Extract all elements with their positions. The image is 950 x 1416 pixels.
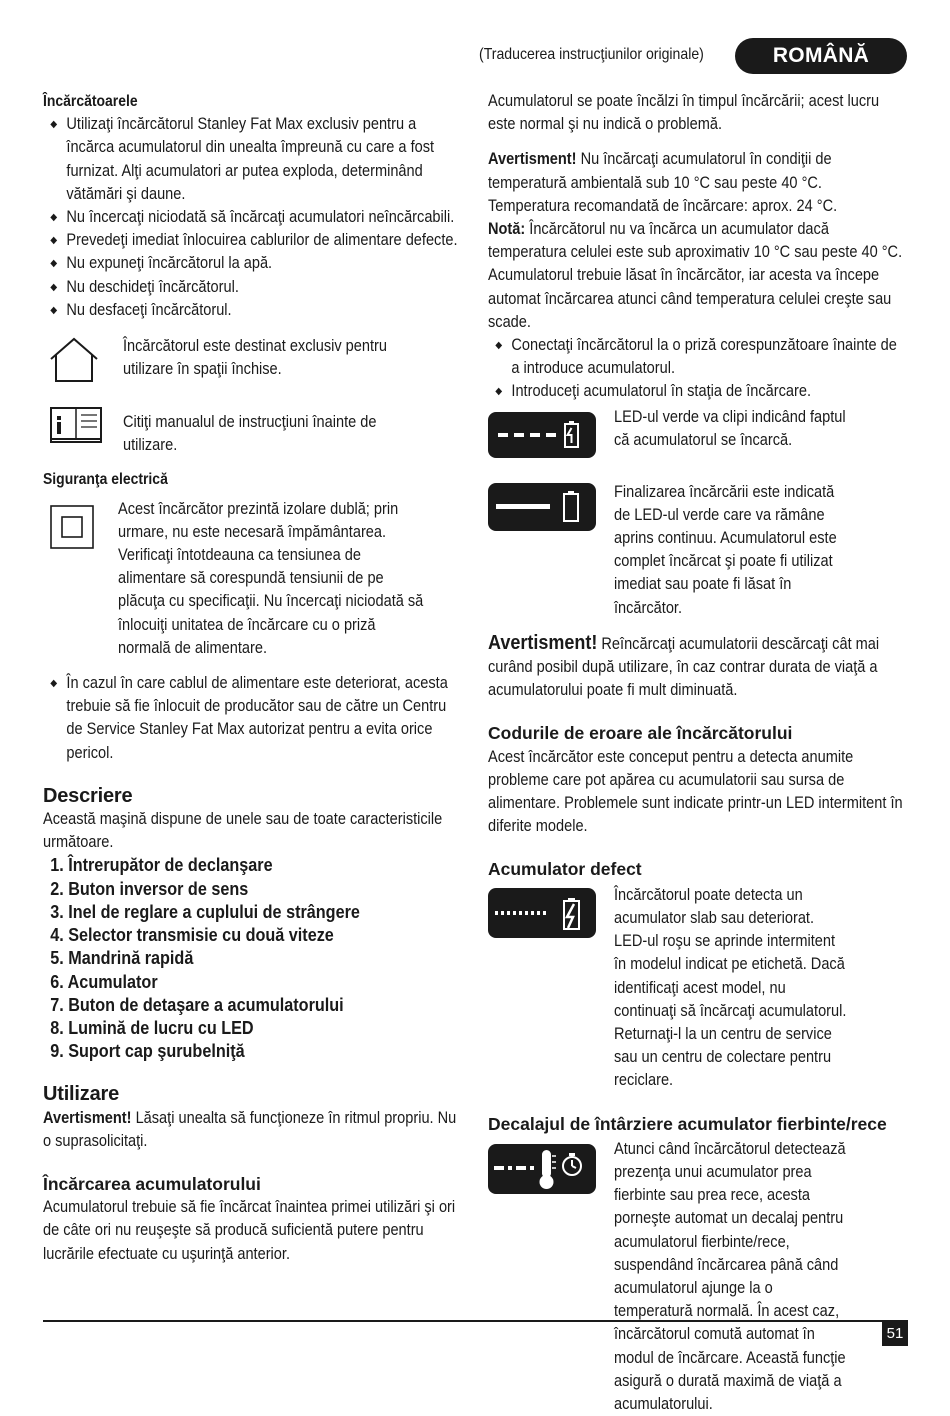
- warning-label: Avertisment!: [43, 1108, 132, 1127]
- double-insulation-row: [43, 498, 463, 660]
- features-list: [43, 854, 463, 1063]
- led-charged-text: Finalizarea încărcării este indicată de LED-ul verde care va rămâne aprins continuu. Acumulatorul este complet încărcat şi poate fi utilizat imediat sau poate fi lăsat în încărcător.: [614, 482, 837, 617]
- led-defect-indicator: [488, 888, 596, 938]
- list-item: 9. Suport cap şurubelniţă: [50, 1041, 245, 1062]
- battery-full-icon: [488, 483, 596, 531]
- list-item: 1. Întrerupător de declanşare: [50, 855, 273, 876]
- hot-cold-delay-row: [488, 1138, 906, 1416]
- temperature-warning: [488, 148, 906, 218]
- hot-cold-delay-heading: Decalajul de întârziere acumulator fierbinte/rece: [488, 1113, 887, 1134]
- list-item: ◆ Nu desfaceţi încărcătorul.: [43, 299, 463, 322]
- hot-cold-delay-text: Atunci când încărcătorul detectează prezenţa unui acumulator prea fierbinte sau prea rece, acesta porneşte automat un decalaj pentru acumulatorul fierbinte/rece, suspendând încărcarea până când acumulatorul ajunge la o temperatură normală. În acest caz, încărcătorul comută automat în modul de încărcare. Această funcţie asigură o durată maximă de viaţă a acumulatorului.: [614, 1139, 846, 1413]
- read-manual-icon: [43, 405, 123, 445]
- list-item: 3. Inel de reglare a cuplului de strângere: [50, 901, 360, 922]
- list-item: ◆ În cazul în care cablul de alimentare este deteriorat, acesta trebuie să fie înlocuit de producător sau de către un Centru de Service Stanley Fat Max autorizat pentru a evita orice pericol.: [43, 672, 463, 765]
- chargers-list: [43, 113, 463, 322]
- list-item: 7. Buton de detaşare a acumulatorului: [50, 994, 344, 1015]
- use-warning: [43, 1107, 463, 1153]
- house-icon: [43, 335, 123, 385]
- header-subtitle: (Traducerea instrucţiunilor originale): [479, 46, 704, 63]
- list-item: ◆ Utilizaţi încărcătorul Stanley Fat Max exclusiv pentru a încărca acumulatorul din unealta împreună cu care a fost furnizat. Alţi acumulatori ar putea exploda, determinând vătămări şi daune.: [43, 113, 463, 206]
- error-codes-text: Acest încărcător este conceput pentru a detecta anumite probleme care pot apărea cu acumulatorii sau sursa de alimentare. Problemele sunt indicate printr-un LED intermitent în diferite modele.: [488, 747, 903, 836]
- list-item: ◆ Conectaţi încărcătorul la o priză corespunzătoare înainte de a introduce acumulatorul.: [488, 334, 906, 380]
- charging-heading: Încărcarea acumulatorului: [43, 1173, 261, 1194]
- led-charging-text: LED-ul verde va clipi indicând faptul că acumulatorul se încarcă.: [614, 407, 846, 449]
- list-item: 5. Mandrină rapidă: [50, 948, 194, 969]
- list-item: 6. Acumulator: [50, 971, 158, 992]
- heat-text: Acumulatorul se poate încălzi în timpul încărcării; acest lucru este normal şi nu indică o problemă.: [488, 92, 880, 134]
- list-item: ◆ Nu deschideţi încărcătorul.: [43, 276, 463, 299]
- indoor-use-text: Încărcătorul este destinat exclusiv pentru utilizare în spaţii închise.: [123, 337, 387, 379]
- double-insulation-icon: [43, 498, 118, 558]
- left-column: [43, 90, 463, 1266]
- list-item: ◆ Introduceţi acumulatorul în staţia de încărcare.: [488, 380, 906, 403]
- note-text: Încărcătorul nu va încărca un acumulator dacă temperatura celulei este sub aproximativ 10 °C sau peste 40 °C. Acumulatorul trebuie lăsat în încărcător, iar acesta va începe automat încărcarea atunci când temperatura celulei creşte sau scade.: [488, 220, 903, 331]
- defective-battery-heading: Acumulator defect: [488, 859, 642, 880]
- description-heading: Descriere: [43, 784, 133, 807]
- footer-divider: [43, 1320, 908, 1322]
- indoor-use-row: [43, 335, 463, 385]
- chargers-heading: Încărcătoarele: [43, 93, 138, 110]
- led-charging-row: [488, 406, 906, 458]
- list-item: ◆ Nu încercaţi niciodată să încărcaţi acumulatori neîncărcabili.: [43, 206, 463, 229]
- list-item: 4. Selector transmisie cu două viteze: [50, 925, 334, 946]
- steps-list: [488, 334, 906, 404]
- electrical-safety-text: Acest încărcător prezintă izolare dublă; prin urmare, nu este necesară împământarea. Verificaţi întotdeauna ca tensiunea de alimentare să corespundă tensiunii de pe plăcuţa cu specificaţii. Nu încercaţi niciodată să înlocuiţi unitatea de încărcare cu o priză normală de alimentare.: [118, 499, 424, 657]
- note-label: Notă:: [488, 220, 526, 239]
- language-badge: ROMÂNĂ: [735, 38, 907, 74]
- use-heading: Utilizare: [43, 1083, 120, 1106]
- thermometer-timer-icon: [488, 1144, 596, 1194]
- manual-text: Citiţi manualul de instrucţiuni înainte de utilizare.: [123, 413, 377, 455]
- list-item: ◆ Prevedeţi imediat înlocuirea cablurilor de alimentare defecte.: [43, 229, 463, 252]
- warning-label: Avertisment!: [488, 631, 598, 654]
- warning-text: Nu încărcaţi acumulatorul în condiţii de temperatură ambientală sub 10 °C sau peste 40 °C. Temperatura recomandată de încărcare: aprox. 24 °C.: [488, 150, 838, 215]
- electrical-safety-heading: Siguranţa electrică: [43, 471, 168, 489]
- battery-charging-icon: [488, 412, 596, 458]
- warning-label: Avertisment!: [488, 150, 577, 169]
- error-codes-heading: Codurile de eroare ale încărcătorului: [488, 723, 793, 744]
- warning-text: Lăsaţi unealta să funcţioneze în ritmul propriu. Nu o suprasolicitaţi.: [43, 1108, 457, 1150]
- note: [488, 218, 906, 334]
- list-item: 8. Lumină de lucru cu LED: [50, 1017, 254, 1038]
- page-number: 51: [882, 1322, 908, 1346]
- led-charged-row: [488, 483, 906, 620]
- recharge-warning: [488, 632, 906, 703]
- manual-row: [43, 405, 463, 457]
- charging-text: Acumulatorul trebuie să fie încărcat înaintea primei utilizări şi ori de câte ori nu reuşeşte să producă suficientă putere pentru lucrările efectuate cu uşurinţă anterior.: [43, 1198, 456, 1263]
- description-text: Această maşină dispune de unele sau de toate caracteristicile următoare.: [43, 810, 443, 852]
- cable-list: [43, 672, 463, 765]
- warning-text: Reîncărcaţi acumulatorii descărcaţi cât mai curând posibil după utilizare, în caz contrar durata de viaţă a acumulatorului poate fi mult diminuată.: [488, 634, 880, 700]
- led-charged-indicator: [488, 483, 596, 531]
- led-charging-indicator: [488, 412, 596, 458]
- list-item: 2. Buton inversor de sens: [50, 878, 249, 899]
- right-column: [488, 90, 906, 1416]
- defective-battery-row: [488, 884, 906, 1093]
- list-item: ◆ Nu expuneţi încărcătorul la apă.: [43, 252, 463, 275]
- defective-battery-text: Încărcătorul poate detecta un acumulator slab sau deteriorat. LED-ul roşu se aprinde intermitent în modelul indicat pe etichetă. Dacă identificaţi acest model, nu continuaţi să încărcaţi acumulatorul. Returnaţi-l la un centru de service sau un centru de colectare pentru reciclare.: [614, 885, 847, 1090]
- led-hot-cold-indicator: [488, 1144, 596, 1194]
- battery-defect-icon: [488, 888, 596, 938]
